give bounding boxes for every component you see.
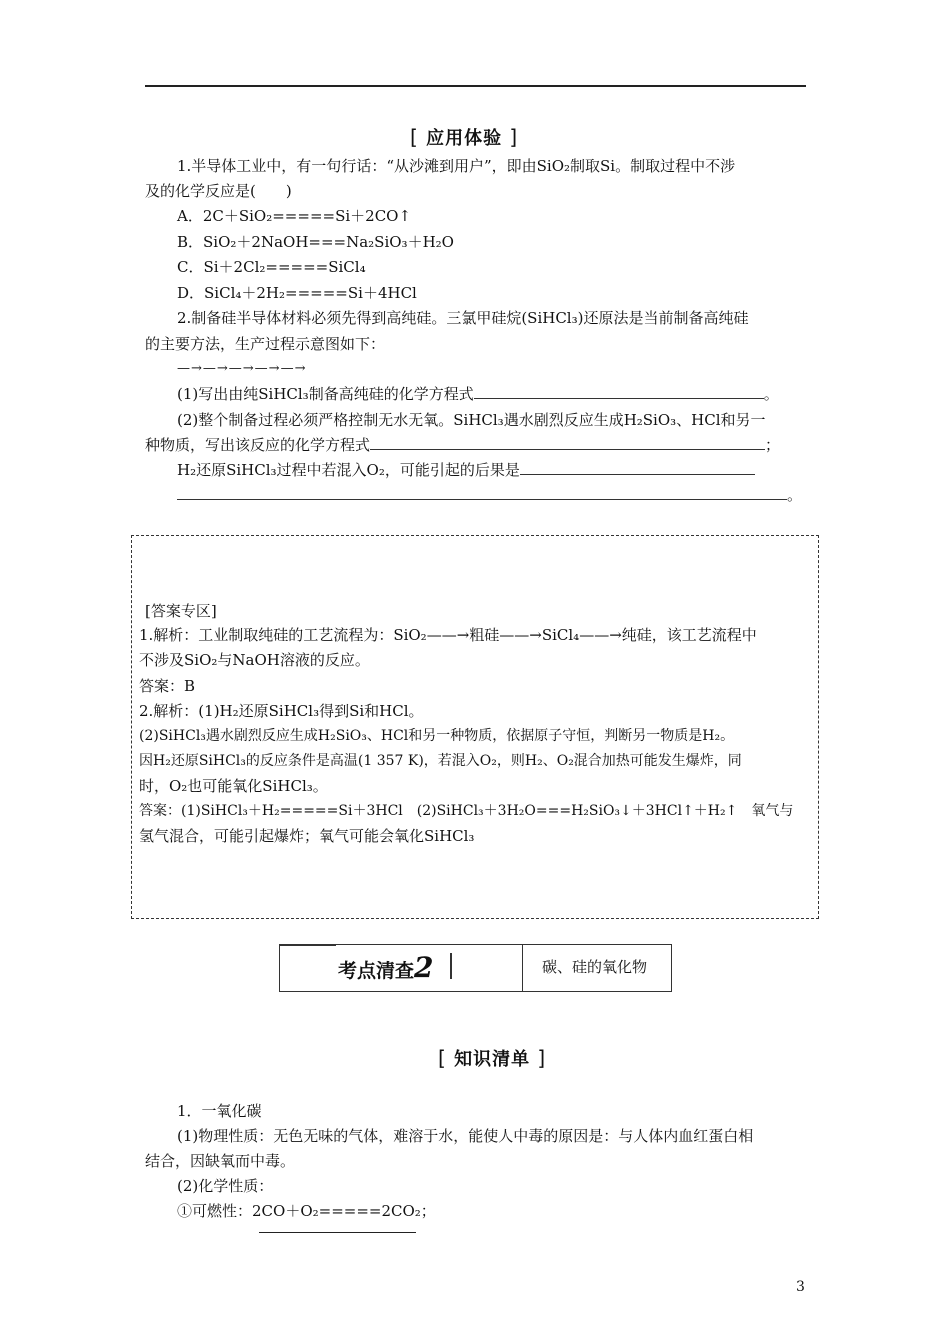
answer-line: 2.解析：(1)H₂还原SiHCl₃得到Si和HCl。: [139, 702, 424, 720]
q2-flow-diagram: —→—→—→—→—→: [177, 361, 307, 376]
top-rule: [145, 85, 806, 87]
answer-blank[interactable]: [520, 460, 755, 475]
q2-part3-end: 。: [787, 486, 803, 504]
footnote-rule: [259, 1232, 416, 1233]
kaodian-top-rule-left: [280, 945, 336, 946]
q2-part1-text: (1)写出由纯SiHCl₃制备高纯硅的化学方程式: [177, 385, 474, 403]
q2-part1: [177, 384, 779, 404]
answer-blank[interactable]: [370, 435, 765, 450]
q2-part2-line2: [145, 435, 780, 455]
knowledge-line: (1)物理性质：无色无味的气体，难溶于水，能使人中毒的原因是：与人体内血红蛋白相: [177, 1127, 754, 1145]
kaodian-title: [338, 951, 434, 984]
q2-line1: 2.制备硅半导体材料必须先得到高纯硅。三氯甲硅烷(SiHCl₃)还原法是当前制备高纯硅: [177, 309, 749, 327]
q1-option-c: C．Si＋2Cl₂=====SiCl₄: [177, 258, 366, 276]
heading-bracket-left: [: [438, 1046, 447, 1070]
q1-option-b: B．SiO₂＋2NaOH===Na₂SiO₃＋H₂O: [177, 233, 454, 251]
answer-line: 不涉及SiO₂与NaOH溶液的反应。: [139, 651, 370, 669]
answer-line: 氢气混合，可能引起爆炸；氧气可能会氧化SiHCl₃: [139, 827, 475, 845]
q2-part1-end: 。: [763, 385, 779, 403]
answer-title: [答案专区]: [145, 602, 217, 620]
q2-part3: [177, 460, 755, 480]
q2-part3-cont: [177, 485, 802, 505]
heading-bracket-left: [: [410, 125, 419, 149]
heading-bracket-right: ]: [509, 125, 519, 149]
heading-text: 应用体验: [426, 128, 503, 149]
q1-option-a: A．2C＋SiO₂=====Si＋2CO↑: [177, 207, 412, 225]
answer-blank[interactable]: [474, 384, 764, 399]
kaodian-title-text: 考点清查: [338, 960, 415, 982]
section-heading-knowledge: [438, 1045, 546, 1071]
knowledge-line: 1．一氧化碳: [177, 1102, 262, 1120]
heading-bracket-right: ]: [537, 1046, 547, 1070]
q2-line2: 的主要方法，生产过程示意图如下：: [145, 335, 386, 353]
q2-part2-text: 种物质，写出该反应的化学方程式: [145, 436, 371, 454]
knowledge-line: 结合，因缺氧而中毒。: [145, 1152, 296, 1170]
answer-blank[interactable]: [177, 485, 787, 500]
kaodian-box: [279, 944, 672, 992]
q2-part2-line1: (2)整个制备过程必须严格控制无水无氧。SiHCl₃遇水剧烈反应生成H₂SiO₃、HCl和另一: [177, 411, 766, 429]
answer-line: (2)SiHCl₃遇水剧烈反应生成H₂SiO₃、HCl和另一种物质，依据原子守恒，判断另一物质是H₂。: [139, 728, 735, 744]
heading-text: 知识清单: [454, 1049, 531, 1070]
q1-option-d: D．SiCl₄＋2H₂=====Si＋4HCl: [177, 284, 417, 302]
kaodian-bar: [450, 953, 452, 979]
kaodian-topic: 碳、硅的氧化物: [542, 958, 648, 976]
answer-line: 时，O₂也可能氧化SiHCl₃。: [139, 777, 328, 795]
answer-line: 因H₂还原SiHCl₃的反应条件是高温(1 357 K)，若混入O₂，则H₂、O₂混合加热可能发生爆炸，同: [139, 753, 742, 769]
knowledge-line: (2)化学性质：: [177, 1177, 274, 1195]
answer-line: 答案：B: [139, 677, 196, 695]
answer-line: 答案：(1)SiHCl₃＋H₂=====Si＋3HCl (2)SiHCl₃＋3H₂O===H₂SiO₃↓＋3HCl↑＋H₂↑ 氧气与: [139, 803, 794, 819]
knowledge-line: ①可燃性：2CO＋O₂=====2CO₂；: [177, 1202, 436, 1220]
q2-part3-text: H₂还原SiHCl₃过程中若混入O₂，可能引起的后果是: [177, 461, 520, 479]
q1-line2: 及的化学反应是( ): [145, 182, 292, 200]
q1-line1: 1.半导体工业中，有一句行话：“从沙滩到用户”，即由SiO₂制取Si。制取过程中不涉: [177, 157, 736, 175]
q2-part2-end: ；: [765, 436, 781, 454]
section-heading-application: [410, 124, 518, 150]
kaodian-number: 2: [414, 951, 434, 984]
page-number: 3: [796, 1279, 805, 1295]
answer-line: 1.解析：工业制取纯硅的工艺流程为：SiO₂——→粗硅——→SiCl₄——→纯硅，该工艺流程中: [139, 626, 757, 644]
kaodian-divider: [522, 945, 523, 991]
